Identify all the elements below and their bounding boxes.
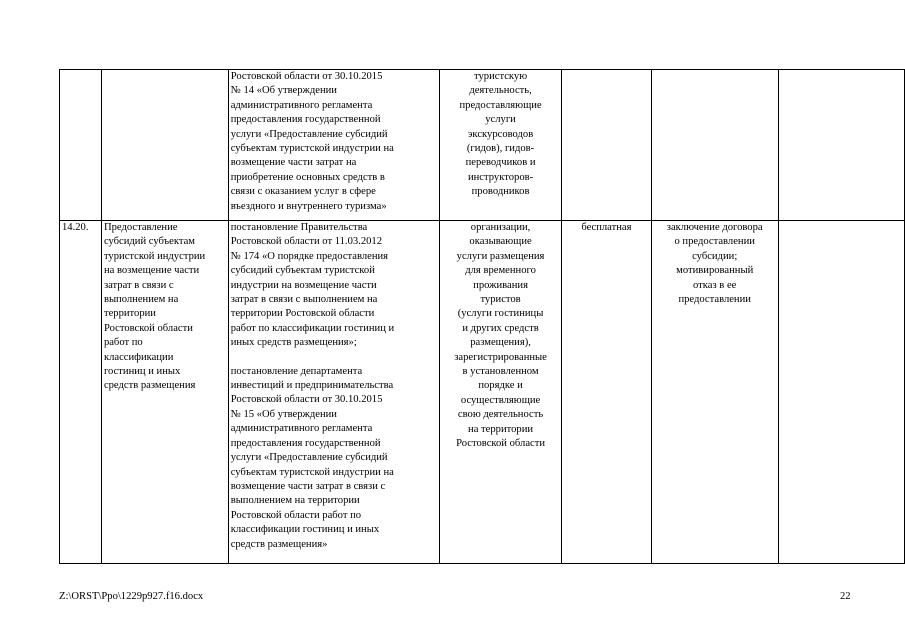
table-cell-result: заключение договора о предоставлении субсидии; мотивированный отказ в ее предоставлении [651, 221, 778, 564]
table-cell-recipients: туристскую деятельность, предоставляющие услуги экскурсоводов (гидов), гидов- переводчиков и инструкторов- проводников [440, 70, 562, 221]
footer-file-path: Z:\ORST\Ppo\1229p927.f16.docx [59, 591, 204, 602]
table-cell-service [101, 70, 228, 221]
table-cell-extra [778, 70, 904, 221]
table-cell-legal-basis: Ростовской области от 30.10.2015 № 14 «Об утверждении административного регламента предоставления государственной услуги «Предоставление субсидий субъектам туристской индустрии на возмещение части затрат на приобретение основных средств в связи с оказанием услуг в сфере въездного и внутреннего туризма» [228, 70, 439, 221]
table-cell-result [651, 70, 778, 221]
table-row [60, 221, 905, 564]
table-cell-cost [562, 70, 652, 221]
table-cell-service: Предоставление субсидий субъектам туристской индустрии на возмещение части затрат в связи с выполнением на территории Ростовской области работ по классификации гостиниц и иных средств размещения [101, 221, 228, 564]
legal-basis-paragraph: постановление Правительства Ростовской области от 11.03.2012 № 174 «О порядке предоставления субсидий субъектам туристской индустрии на возмещение части затрат в связи с выполнением на территории Ростовской области работ по классификации гостиниц и иных средств размещения»; [230, 222, 395, 349]
table-cell-legal-basis [228, 221, 439, 564]
table-cell-number [60, 70, 102, 221]
footer-page-number: 22 [840, 591, 851, 602]
document-table [59, 69, 905, 564]
legal-basis-paragraph: постановление департамента инвестиций и предпринимательства Ростовской области от 30.10.2015 № 15 «Об утверждении административного регламента предоставления государственной услуги «Предоставление субсидий субъектам туристской индустрии на возмещение части затрат в связи с выполнением на территории Ростовской области работ по классификации гостиниц и иных средств размещения» [230, 365, 394, 550]
table-cell-recipients: организации, оказывающие услуги размещения для временного проживания туристов (услуги гостиницы и других средств размещения), зарегистрированные в установленном порядке и осуществляющие свою деятельность на территории Ростовской области [440, 221, 562, 564]
table-cell-extra [778, 221, 904, 564]
table-cell-number: 14.20. [60, 221, 102, 564]
table-row [60, 70, 905, 221]
table-cell-cost: бесплатная [562, 221, 652, 564]
